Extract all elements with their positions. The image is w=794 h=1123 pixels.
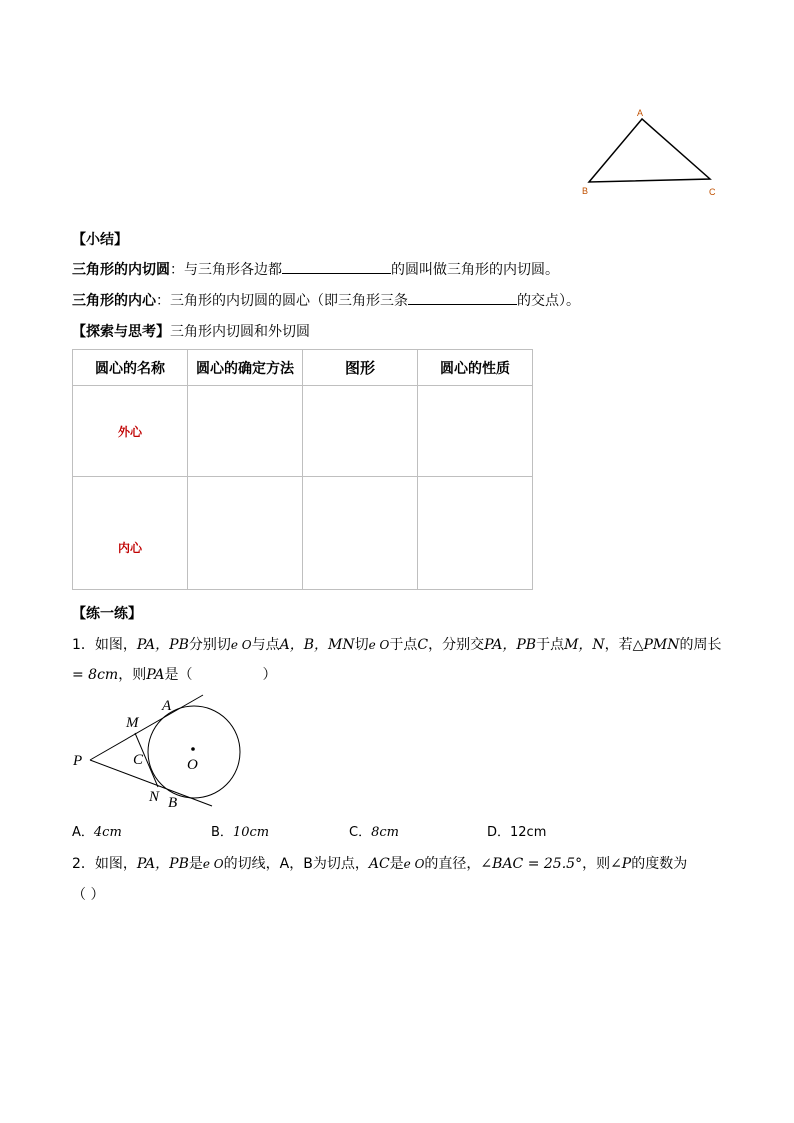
option-letter: B． [211,825,233,840]
option-value: 4cm [93,825,122,840]
row-name-cell [73,386,188,477]
q1-option-d[interactable] [487,821,546,840]
q2-paren: （ ） [72,887,105,903]
q1-text: 的周长 [679,637,722,653]
incenter-pre: ：三角形的内切圆的圆心（即三角形三条 [156,293,408,309]
circle-o-symbol: e O [403,857,425,871]
q2-angle-p: ∠P [610,856,632,872]
summary-heading: 【小结】 [72,232,128,248]
incenter-blank [408,292,517,305]
q2-text: ，则 [582,856,611,872]
q1-text: 如图， [94,637,137,653]
circle-o [148,706,240,798]
incircle-term: 三角形的内切圆 [72,262,170,278]
q2-number: 2． [72,856,95,872]
explore-heading: 【探索与思考】 [72,324,170,340]
q2-text: 如图， [94,856,137,872]
header-property: 圆心的性质 [418,350,533,386]
option-letter: A． [72,825,94,840]
triangle-shape [589,119,710,182]
q2-angle: ∠BAC = 25.5° [480,856,583,872]
q1-line-2 [72,664,276,684]
q1-text: 于点 [389,637,418,653]
incircle-pre: ：与三角形各边都 [170,262,282,278]
header-method: 圆心的确定方法 [188,350,303,386]
q1-option-b[interactable] [211,821,269,840]
center-point [191,747,195,751]
point-n-label: N [149,789,160,805]
q1-pa-pb: PA，PB [484,637,537,653]
point-m-label: M [126,715,139,731]
q2-line-1 [72,853,687,873]
q1-option-c[interactable] [349,821,399,840]
q1-pa-pb: PA，PB [136,637,189,653]
row-figure-cell [303,477,418,590]
q1-line-1 [72,634,721,654]
q1-pa: PA [146,667,165,683]
q1-number: 1． [72,637,95,653]
q1-points-mn: M，N [564,637,605,653]
option-value: 12cm [510,825,547,840]
circumcenter-label: 外心 [117,424,142,439]
option-letter: C． [349,825,372,840]
triangle-abc-figure [575,100,725,205]
explore-line [72,321,310,341]
row-property-cell [418,386,533,477]
table-row [73,477,533,590]
incenter-post: 的交点）。 [517,293,580,309]
q2-text: 的切线，A，B为切点， [223,856,369,872]
q1-perimeter: = 8cm [72,667,119,683]
circle-o-symbol: e O [202,857,224,871]
incircle-blank [282,261,391,274]
table-header-row [73,350,533,386]
row-name-cell [73,477,188,590]
q1-text: 与点 [251,637,280,653]
explore-topic: 三角形内切圆和外切圆 [170,324,310,340]
tangent-pa [90,695,203,760]
row-method-cell [188,386,303,477]
incircle-post: 的圆叫做三角形的内切圆。 [391,262,559,278]
vertex-c-label: C [709,187,716,197]
q1-text: ，若 [604,637,633,653]
point-a-label: A [162,698,172,714]
option-value: 8cm [371,825,399,840]
q1-option-a[interactable] [72,821,122,840]
q1-mn: MN [328,637,355,653]
vertex-a-label: A [637,108,644,118]
practice-heading: 【练一练】 [72,606,142,622]
option-letter: D． [487,825,511,840]
table-row [73,386,533,477]
q1-point-c: C [417,637,429,653]
q2-text: 是 [188,856,203,872]
q2-text: 的直径， [424,856,481,872]
q1-text: ，分别交 [428,637,485,653]
row-property-cell [418,477,533,590]
incenter-term: 三角形的内心 [72,293,156,309]
point-b-label: B [168,795,178,811]
point-o-label: O [187,757,198,773]
incenter-label: 内心 [117,541,142,555]
row-figure-cell [303,386,418,477]
header-figure: 图形 [303,350,418,386]
incircle-definition [72,259,559,279]
option-value: 10cm [232,825,270,840]
q1-points-ab: A，B， [279,637,329,653]
q2-ac: AC [368,856,390,872]
point-c-label: C [133,752,144,768]
vertex-b-label: B [582,186,589,196]
header-name: 圆心的名称 [73,350,188,386]
circle-center-table [72,349,533,590]
q1-text: ，则 [118,667,147,683]
q1-text: ） [262,667,277,683]
q1-text: 切 [354,637,369,653]
point-p-label: P [73,753,83,769]
q1-text: 是（ [164,667,193,683]
q2-text: 的度数为 [631,856,688,872]
circle-o-symbol: e O [230,638,252,652]
q1-text: 于点 [536,637,565,653]
q1-triangle: △PMN [632,637,680,653]
circle-o-symbol: e O [368,638,390,652]
q1-tangent-circle-figure [70,690,250,815]
q1-text: 分别切 [188,637,231,653]
q2-text: 是 [389,856,404,872]
row-method-cell [188,477,303,590]
incenter-definition [72,290,580,310]
q2-pa-pb: PA，PB [136,856,189,872]
